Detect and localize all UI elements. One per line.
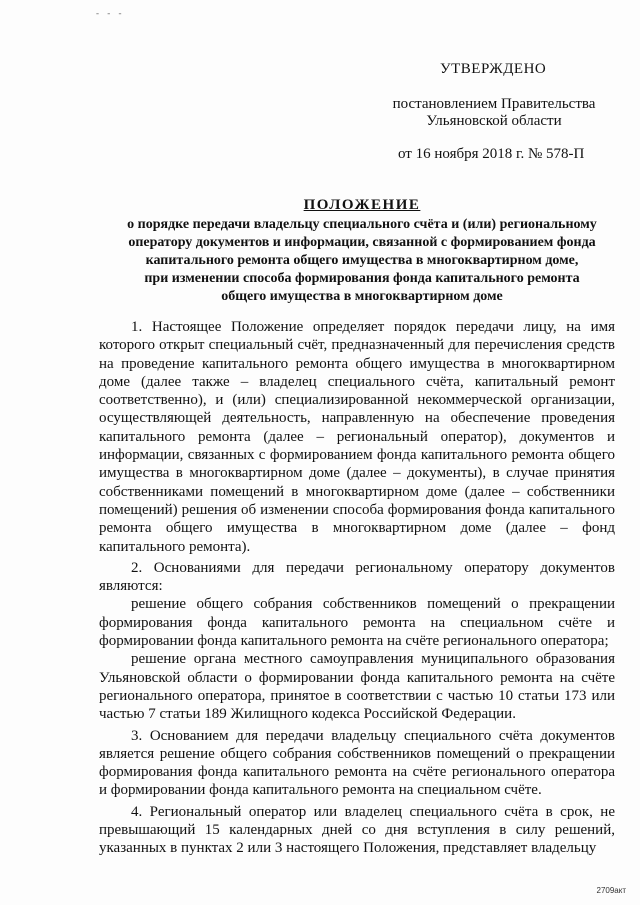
decree-line-1: постановлением Правительства [392, 96, 596, 112]
decree-line-2: Ульяновской области [426, 113, 562, 129]
title-main: ПОЛОЖЕНИЕ [303, 197, 421, 213]
decree-reference [386, 96, 602, 130]
paragraph-4: 4. Региональный оператор или владелец специального счёта в срок, не превышающий 15 календарных дней со дня вступления в силу решений, указанных в пунктах 2 или 3 настоящего Положения, представляет владельцу [99, 803, 615, 857]
subtitle-line: при изменении способа формирования фонда капитального ремонта [144, 271, 580, 286]
paragraph-2: 2. Основаниями для передачи региональному оператору документов являются: [99, 559, 615, 595]
footer-code: 2709акт [596, 886, 626, 895]
document-title [100, 197, 624, 306]
paragraph-1: 1. Настоящее Положение определяет порядок передачи лицу, на имя которого открыт специальный счёт, предназначенный для перечисления средств на проведение капитального ремонта общего имущества в многоквартирном доме (далее также – владелец специального счёта, капитальный ремонт соответственно), и (или) специализированной некоммерческой организации, осуществляющей деятельность, направленную на обеспечение проведения капитального ремонта (далее – региональный оператор), документов и информации, связанных с формированием фонда капитального ремонта общего имущества в многоквартирном доме (далее – документы), в случае принятия собственниками помещений в многоквартирном доме (далее – собственники помещений) решения об изменении способа формирования фонда капитального ремонта общего имущества в многоквартирном доме (далее – фонд капитального ремонта). [99, 319, 615, 555]
paragraph-3: 3. Основанием для передачи владельцу специального счёта документов является решение общего собрания собственников помещений о прекращении формирования фонда капитального ремонта на счёте регионального оператора и формировании фонда капитального ремонта на специальном счёте. [99, 727, 615, 799]
decree-date-number: от 16 ноября 2018 г. № 578-П [398, 146, 585, 162]
document-body [99, 318, 615, 858]
subtitle-line: капитального ремонта общего имущества в многоквартирном доме, [145, 253, 579, 268]
title-subtitle [100, 216, 624, 306]
scan-marks: - - - [96, 8, 125, 18]
subtitle-line: о порядке передачи владельцу специального счёта и (или) региональному [127, 217, 597, 232]
subtitle-line: оператору документов и информации, связанной с формированием фонда [128, 235, 596, 250]
approval-heading: УТВЕРЖДЕНО [440, 61, 547, 77]
paragraph-2-item-b: решение органа местного самоуправления муниципального образования Ульяновской области о формировании фонда капитального ремонта на счёте регионального оператора, принятое в соответствии с частью 10 статьи 173 или частью 7 статьи 189 Жилищного кодекса Российской Федерации. [99, 651, 615, 723]
paragraph-2-item-a: решение общего собрания собственников помещений о прекращении формирования фонда капитального ремонта на специальном счёте и формировании фонда капитального ремонта на счёте регионального оператора; [99, 596, 615, 650]
subtitle-line: общего имущества в многоквартирном доме [221, 289, 503, 304]
